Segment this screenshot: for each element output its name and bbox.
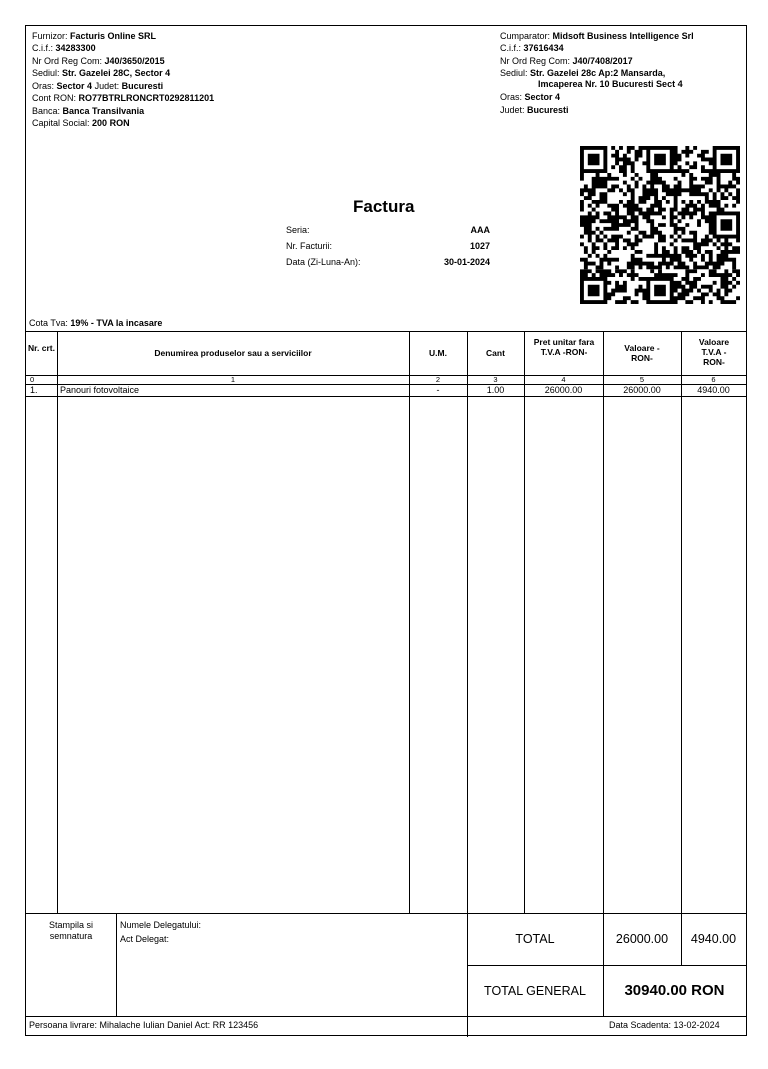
supplier-name: Facturis Online SRL <box>70 31 157 41</box>
buyer-county: Bucuresti <box>527 105 569 115</box>
delivery-person: Persoana livrare: Mihalache Iulian Daniel Act: RR 123456 <box>29 1020 259 1030</box>
buyer-city-label: Oras: <box>500 92 523 102</box>
row1-bottom-border <box>26 396 746 397</box>
supplier-bank-line <box>32 106 144 117</box>
invoice-number-label: Nr. Facturii: <box>286 241 333 251</box>
total-label: TOTAL <box>515 932 555 946</box>
footer-divider-value <box>603 913 604 1016</box>
supplier-bank-label: Banca: <box>32 106 61 116</box>
due-date: Data Scadenta: 13-02-2024 <box>609 1020 720 1030</box>
vat-rate-value: 19% - TVA la incasare <box>70 318 163 328</box>
row1-value: 26000.00 <box>623 385 661 395</box>
total-vat: 4940.00 <box>690 932 737 946</box>
supplier-city-line <box>32 81 163 92</box>
index-col-4: 4 <box>561 375 566 384</box>
header-product-name: Denumirea produselor sau a serviciilor <box>154 348 312 358</box>
totals-separator <box>467 965 746 966</box>
footer-separator <box>26 1016 746 1017</box>
supplier-city: Sector 4 <box>56 81 93 91</box>
grand-total-value: 30940.00 RON <box>624 982 725 999</box>
supplier-cif-line <box>32 43 96 54</box>
buyer-address-line1: Str. Gazelei 28c Ap:2 Mansarda, <box>530 68 666 78</box>
supplier-county: Bucuresti <box>121 81 164 91</box>
supplier-account: RO77BTRLRONCRT0292811201 <box>78 93 215 103</box>
supplier-cif: 34283300 <box>55 43 96 53</box>
index-col-0: 0 <box>30 375 35 384</box>
series-value: AAA <box>470 225 490 235</box>
supplier-reg-label: Nr Ord Reg Com: <box>32 56 103 66</box>
supplier-county-label: Judet: <box>94 81 120 91</box>
header-vat-value: Valoare T.V.A -RON- <box>698 337 730 367</box>
col-divider-6 <box>681 331 682 913</box>
grand-total-label: TOTAL GENERAL <box>484 984 586 998</box>
buyer-cif: 37616434 <box>523 43 564 53</box>
col-divider-1 <box>57 331 58 913</box>
col-divider-2 <box>409 331 410 913</box>
delegate-act-label: Act Delegat: <box>120 934 170 944</box>
supplier-account-label: Cont RON: <box>32 93 77 103</box>
supplier-account-line <box>32 93 214 104</box>
vat-rate-line <box>29 318 162 329</box>
supplier-cif-label: C.i.f.: <box>32 43 54 53</box>
col-divider-4 <box>524 331 525 913</box>
buyer-county-label: Judet: <box>500 105 525 115</box>
buyer-city-line <box>500 92 560 103</box>
buyer-address-line2: Imcaperea Nr. 10 Bucuresti Sect 4 <box>538 79 683 89</box>
buyer-reg-label: Nr Ord Reg Com: <box>500 56 571 66</box>
items-bottom-border <box>26 913 746 914</box>
qr-code-image <box>580 146 740 304</box>
buyer-reg: J40/7408/2017 <box>572 56 633 66</box>
header-um: U.M. <box>429 348 447 358</box>
index-col-1: 1 <box>230 375 236 384</box>
col-divider-5 <box>603 331 604 913</box>
buyer-name-line <box>500 31 694 42</box>
supplier-capital-label: Capital Social: <box>32 118 90 128</box>
col-divider-3 <box>467 331 468 913</box>
qr-code-modules <box>580 146 740 304</box>
buyer-county-line <box>500 105 569 116</box>
index-col-3: 3 <box>493 375 498 384</box>
invoice-date-label: Data (Zi-Luna-An): <box>286 257 361 267</box>
table-top-border <box>26 331 746 332</box>
supplier-address-label: Sediul: <box>32 68 60 78</box>
invoice-title: Factura <box>353 197 415 216</box>
buyer-name: Midsoft Business Intelligence Srl <box>552 31 694 41</box>
row1-product-name: Panouri fotovoltaice <box>60 385 140 395</box>
buyer-reg-line <box>500 56 633 67</box>
supplier-name-label: Furnizor: <box>32 31 68 41</box>
series-label: Seria: <box>286 225 310 235</box>
index-col-2: 2 <box>435 375 441 384</box>
invoice-date-value: 30-01-2024 <box>443 257 490 267</box>
index-col-5: 5 <box>639 375 645 384</box>
supplier-capital-line <box>32 118 130 129</box>
supplier-name-line <box>32 31 156 42</box>
supplier-city-label: Oras: <box>32 81 55 91</box>
row1-quantity: 1.00 <box>486 385 505 395</box>
supplier-bank: Banca Transilvania <box>62 106 145 116</box>
vat-rate-label: Cota Tva: <box>29 318 68 328</box>
stamp-label-line2: semnatura <box>49 931 93 941</box>
buyer-address-line <box>500 68 665 79</box>
buyer-address-label: Sediul: <box>500 68 528 78</box>
header-value: Valoare -RON- <box>624 343 660 363</box>
header-nr-crt: Nr. crt. <box>28 343 55 353</box>
invoice-page <box>25 25 747 1036</box>
row1-um: - <box>436 385 440 395</box>
supplier-capital: 200 RON <box>92 118 130 128</box>
buyer-name-label: Cumparator: <box>500 31 551 41</box>
supplier-reg-line <box>32 56 165 67</box>
row1-unit-price: 26000.00 <box>544 385 583 395</box>
footer-divider-stamp <box>116 913 117 1016</box>
supplier-address: Str. Gazelei 28C, Sector 4 <box>62 68 171 78</box>
header-quantity: Cant <box>486 348 505 358</box>
supplier-reg: J40/3650/2015 <box>104 56 165 66</box>
invoice-number-value: 1027 <box>469 241 490 251</box>
row1-vat-value: 4940.00 <box>697 385 730 395</box>
stamp-label-line1: Stampila si <box>48 920 93 930</box>
header-unit-price: Pret unitar fara T.V.A -RON- <box>533 337 595 357</box>
index-col-6: 6 <box>711 375 716 384</box>
supplier-address-line <box>32 68 170 79</box>
buyer-city: Sector 4 <box>524 92 561 102</box>
buyer-cif-label: C.i.f.: <box>500 43 522 53</box>
delegate-name-label: Numele Delegatului: <box>120 920 202 930</box>
row1-nr: 1. <box>30 385 38 395</box>
buyer-cif-line <box>500 43 564 54</box>
total-value: 26000.00 <box>615 932 669 946</box>
